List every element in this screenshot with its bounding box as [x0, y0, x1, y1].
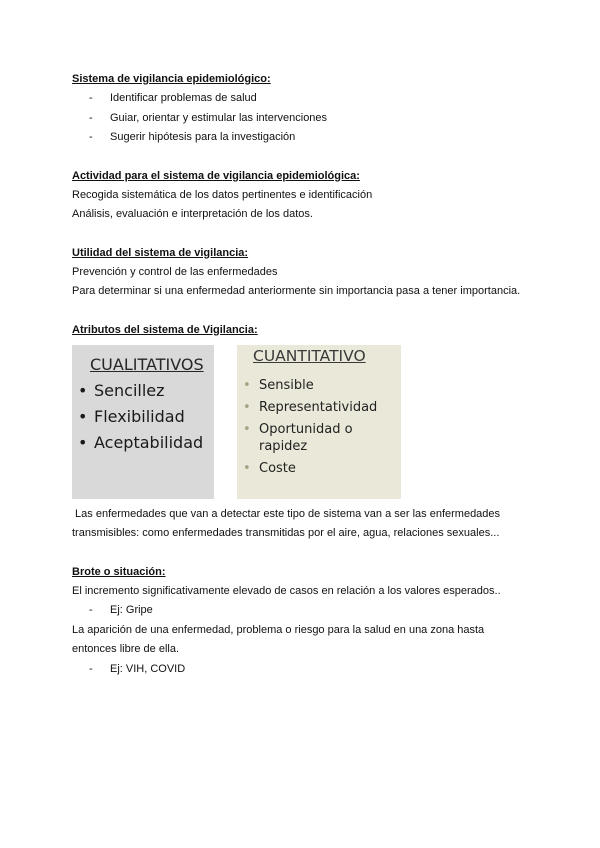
quantitative-title: CUANTITATIVO	[253, 346, 366, 365]
section-attributes	[72, 321, 532, 544]
section-heading: Utilidad del sistema de vigilancia:	[72, 246, 249, 259]
list-item: - Ej: VIH, COVID	[89, 662, 186, 675]
list-item: - Sugerir hipótesis para la investigación	[89, 131, 296, 143]
paragraph-line: Recogida sistemática de los datos pertinentes e identificación	[72, 188, 373, 201]
section-activity	[72, 167, 532, 225]
document-page	[72, 70, 532, 679]
qualitative-list	[78, 378, 214, 456]
paragraph-line: entonces libre de ella.	[72, 643, 180, 655]
list-item: • Representatividad	[243, 399, 378, 415]
section-heading: Sistema de vigilancia epidemiológico:	[72, 73, 271, 85]
attributes-graphic	[72, 345, 532, 501]
list-item: - Guiar, orientar y estimular las intervenciones	[89, 111, 328, 124]
list-item: • Flexibilidad	[78, 406, 185, 426]
list-item: • Oportunidad o rapidez	[243, 421, 353, 454]
section-heading: Brote o situación:	[72, 565, 166, 578]
paragraph-line: Prevención y control de las enfermedades	[72, 265, 278, 278]
section-surveillance-system	[72, 70, 532, 148]
section-heading: Atributos del sistema de Vigilancia:	[72, 323, 258, 336]
list-item: • Sencillez	[78, 380, 165, 400]
paragraph-line: Análisis, evaluación e interpretación de los datos.	[72, 208, 313, 220]
list-item: • Aceptabilidad	[78, 432, 204, 452]
section-outbreak	[72, 563, 532, 680]
paragraph-line: Las enfermedades que van a detectar este tipo de sistema van a ser las enfermedades	[72, 507, 501, 520]
section-heading: Actividad para el sistema de vigilancia epidemiológica:	[72, 169, 360, 182]
list-item: • Sensible	[243, 377, 314, 393]
qualitative-box	[72, 345, 214, 499]
paragraph-line: Para determinar si una enfermedad anteriormente sin importancia pasa a tener importancia.	[72, 285, 521, 297]
example-list	[72, 601, 532, 621]
paragraph-line: El incremento significativamente elevado de casos en relación a los valores esperados..	[72, 584, 501, 597]
paragraph-line: transmisibles: como enfermedades transmitidas por el aire, agua, relaciones sexuales...	[72, 527, 500, 539]
paragraph-line: La aparición de una enfermedad, problema o riesgo para la salud en una zona hasta	[72, 623, 485, 636]
list-item: - Identificar problemas de salud	[89, 92, 257, 104]
objectives-list	[72, 89, 532, 148]
list-item: - Ej: Gripe	[89, 604, 153, 616]
quantitative-box	[237, 345, 401, 499]
qualitative-title: CUALITATIVOS	[90, 354, 204, 374]
quantitative-list	[243, 377, 401, 477]
list-item: • Coste	[243, 460, 296, 476]
example-list	[72, 660, 532, 680]
section-utility	[72, 244, 532, 302]
